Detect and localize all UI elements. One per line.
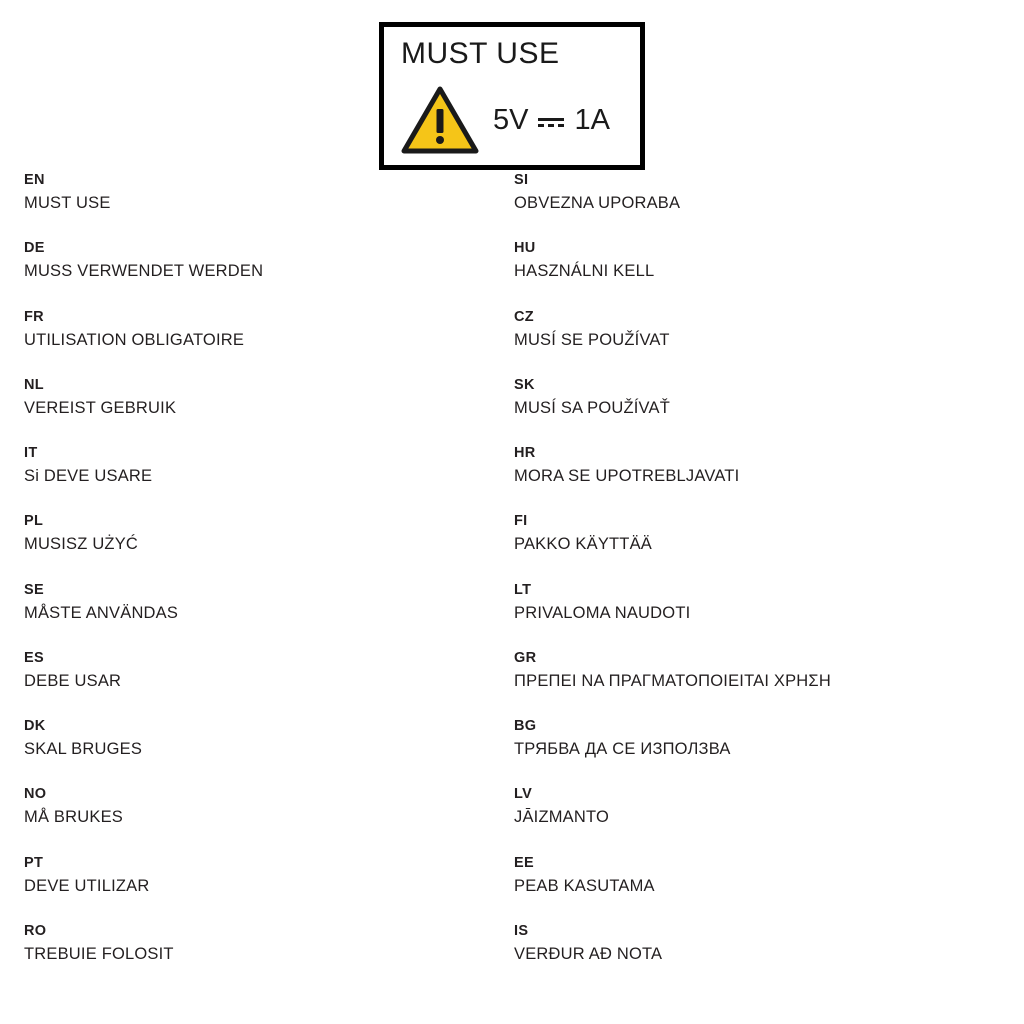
translation-entry: [514, 580, 984, 626]
language-code: LT: [514, 581, 532, 598]
language-code: ES: [24, 649, 44, 666]
language-code: FI: [514, 513, 528, 530]
language-code: SI: [514, 172, 529, 188]
language-code: CZ: [514, 308, 534, 325]
language-code: BG: [514, 718, 537, 735]
warning-label-box: [379, 22, 645, 170]
translation-entry: [514, 375, 984, 421]
language-code: DE: [24, 240, 45, 257]
language-code: HR: [514, 445, 536, 462]
translation-entry: [514, 853, 984, 899]
voltage-value: 5V: [493, 103, 529, 136]
language-code: EE: [514, 854, 534, 871]
translation-text: MUSÍ SA POUŽÍVAŤ: [514, 398, 671, 417]
language-code: EN: [24, 172, 45, 188]
translation-text: VERÐUR AÐ NOTA: [514, 944, 663, 963]
translation-entry: [24, 443, 494, 489]
translation-text: OBVEZNA UPORABA: [514, 194, 681, 213]
language-code: IS: [514, 922, 529, 939]
translation-text: ΠΡΕΠΕΙ ΝΑ ΠΡΑΓΜΑΤΟΠΟΙΕΙΤΑΙ ΧΡΗΣΗ: [514, 671, 831, 690]
translation-text: MUST USE: [24, 194, 111, 213]
translation-text: ТРЯБВА ДА СЕ ИЗПОЛЗВА: [514, 740, 731, 759]
warning-triangle-icon: [401, 85, 479, 155]
translation-text: MUSISZ UŻYĆ: [24, 535, 139, 554]
translation-entry: [514, 307, 984, 353]
language-code: DK: [24, 718, 46, 735]
language-code: HU: [514, 240, 536, 257]
translation-entry: [24, 784, 494, 830]
translation-entry: [514, 921, 984, 967]
language-code: SE: [24, 581, 44, 598]
translation-text: DEBE USAR: [24, 671, 122, 690]
language-code: NL: [24, 376, 44, 393]
translation-text: MÅSTE ANVÄNDAS: [24, 603, 179, 622]
translation-text: HASZNÁLNI KELL: [514, 262, 655, 281]
translation-text: MUSÍ SE POUŽÍVAT: [514, 330, 670, 349]
translation-entry: [24, 511, 494, 557]
translation-entry: [514, 511, 984, 557]
translations-column-right: [514, 170, 984, 989]
translation-text: JĀIZMANTO: [514, 808, 609, 827]
translation-entry: [24, 853, 494, 899]
translation-entry: [514, 648, 984, 694]
translation-text: DEVE UTILIZAR: [24, 876, 150, 895]
translation-text: MUSS VERWENDET WERDEN: [24, 262, 264, 281]
translation-entry: [514, 443, 984, 489]
translation-entry: [514, 716, 984, 762]
translation-entry: [24, 375, 494, 421]
translation-text: PAKKO KÄYTTÄÄ: [514, 535, 652, 554]
translation-entry: [24, 921, 494, 967]
language-code: PL: [24, 513, 44, 530]
translation-text: SKAL BRUGES: [24, 740, 143, 759]
language-code: IT: [24, 445, 38, 462]
translation-entry: [24, 580, 494, 626]
translation-text: PEAB KASUTAMA: [514, 876, 655, 895]
current-value: 1A: [574, 103, 610, 136]
translation-entry: [24, 170, 494, 216]
translation-entry: [24, 716, 494, 762]
translation-text: MÅ BRUKES: [24, 808, 123, 827]
label-title: MUST USE: [401, 37, 560, 70]
translations-column-left: [24, 170, 494, 989]
translation-text: PRIVALOMA NAUDOTI: [514, 603, 691, 622]
translation-entry: [24, 307, 494, 353]
translation-text: TREBUIE FOLOSIT: [24, 944, 174, 963]
translation-text: Si DEVE USARE: [24, 467, 153, 486]
language-code: NO: [24, 786, 47, 803]
language-code: RO: [24, 922, 47, 939]
dc-current-symbol-icon: [538, 118, 564, 127]
language-code: PT: [24, 854, 44, 871]
translation-text: UTILISATION OBLIGATOIRE: [24, 330, 245, 349]
language-code: SK: [514, 376, 535, 393]
translation-entry: [514, 784, 984, 830]
power-rating: [493, 104, 610, 137]
translation-entry: [24, 648, 494, 694]
translation-entry: [24, 238, 494, 284]
translation-text: MORA SE UPOTREBLJAVATI: [514, 467, 740, 486]
translation-entry: [514, 170, 984, 216]
language-code: FR: [24, 308, 44, 325]
language-code: GR: [514, 649, 537, 666]
language-code: LV: [514, 786, 533, 803]
translation-text: VEREIST GEBRUIK: [24, 398, 177, 417]
label-rating-row: [401, 85, 610, 155]
translation-entry: [514, 238, 984, 284]
